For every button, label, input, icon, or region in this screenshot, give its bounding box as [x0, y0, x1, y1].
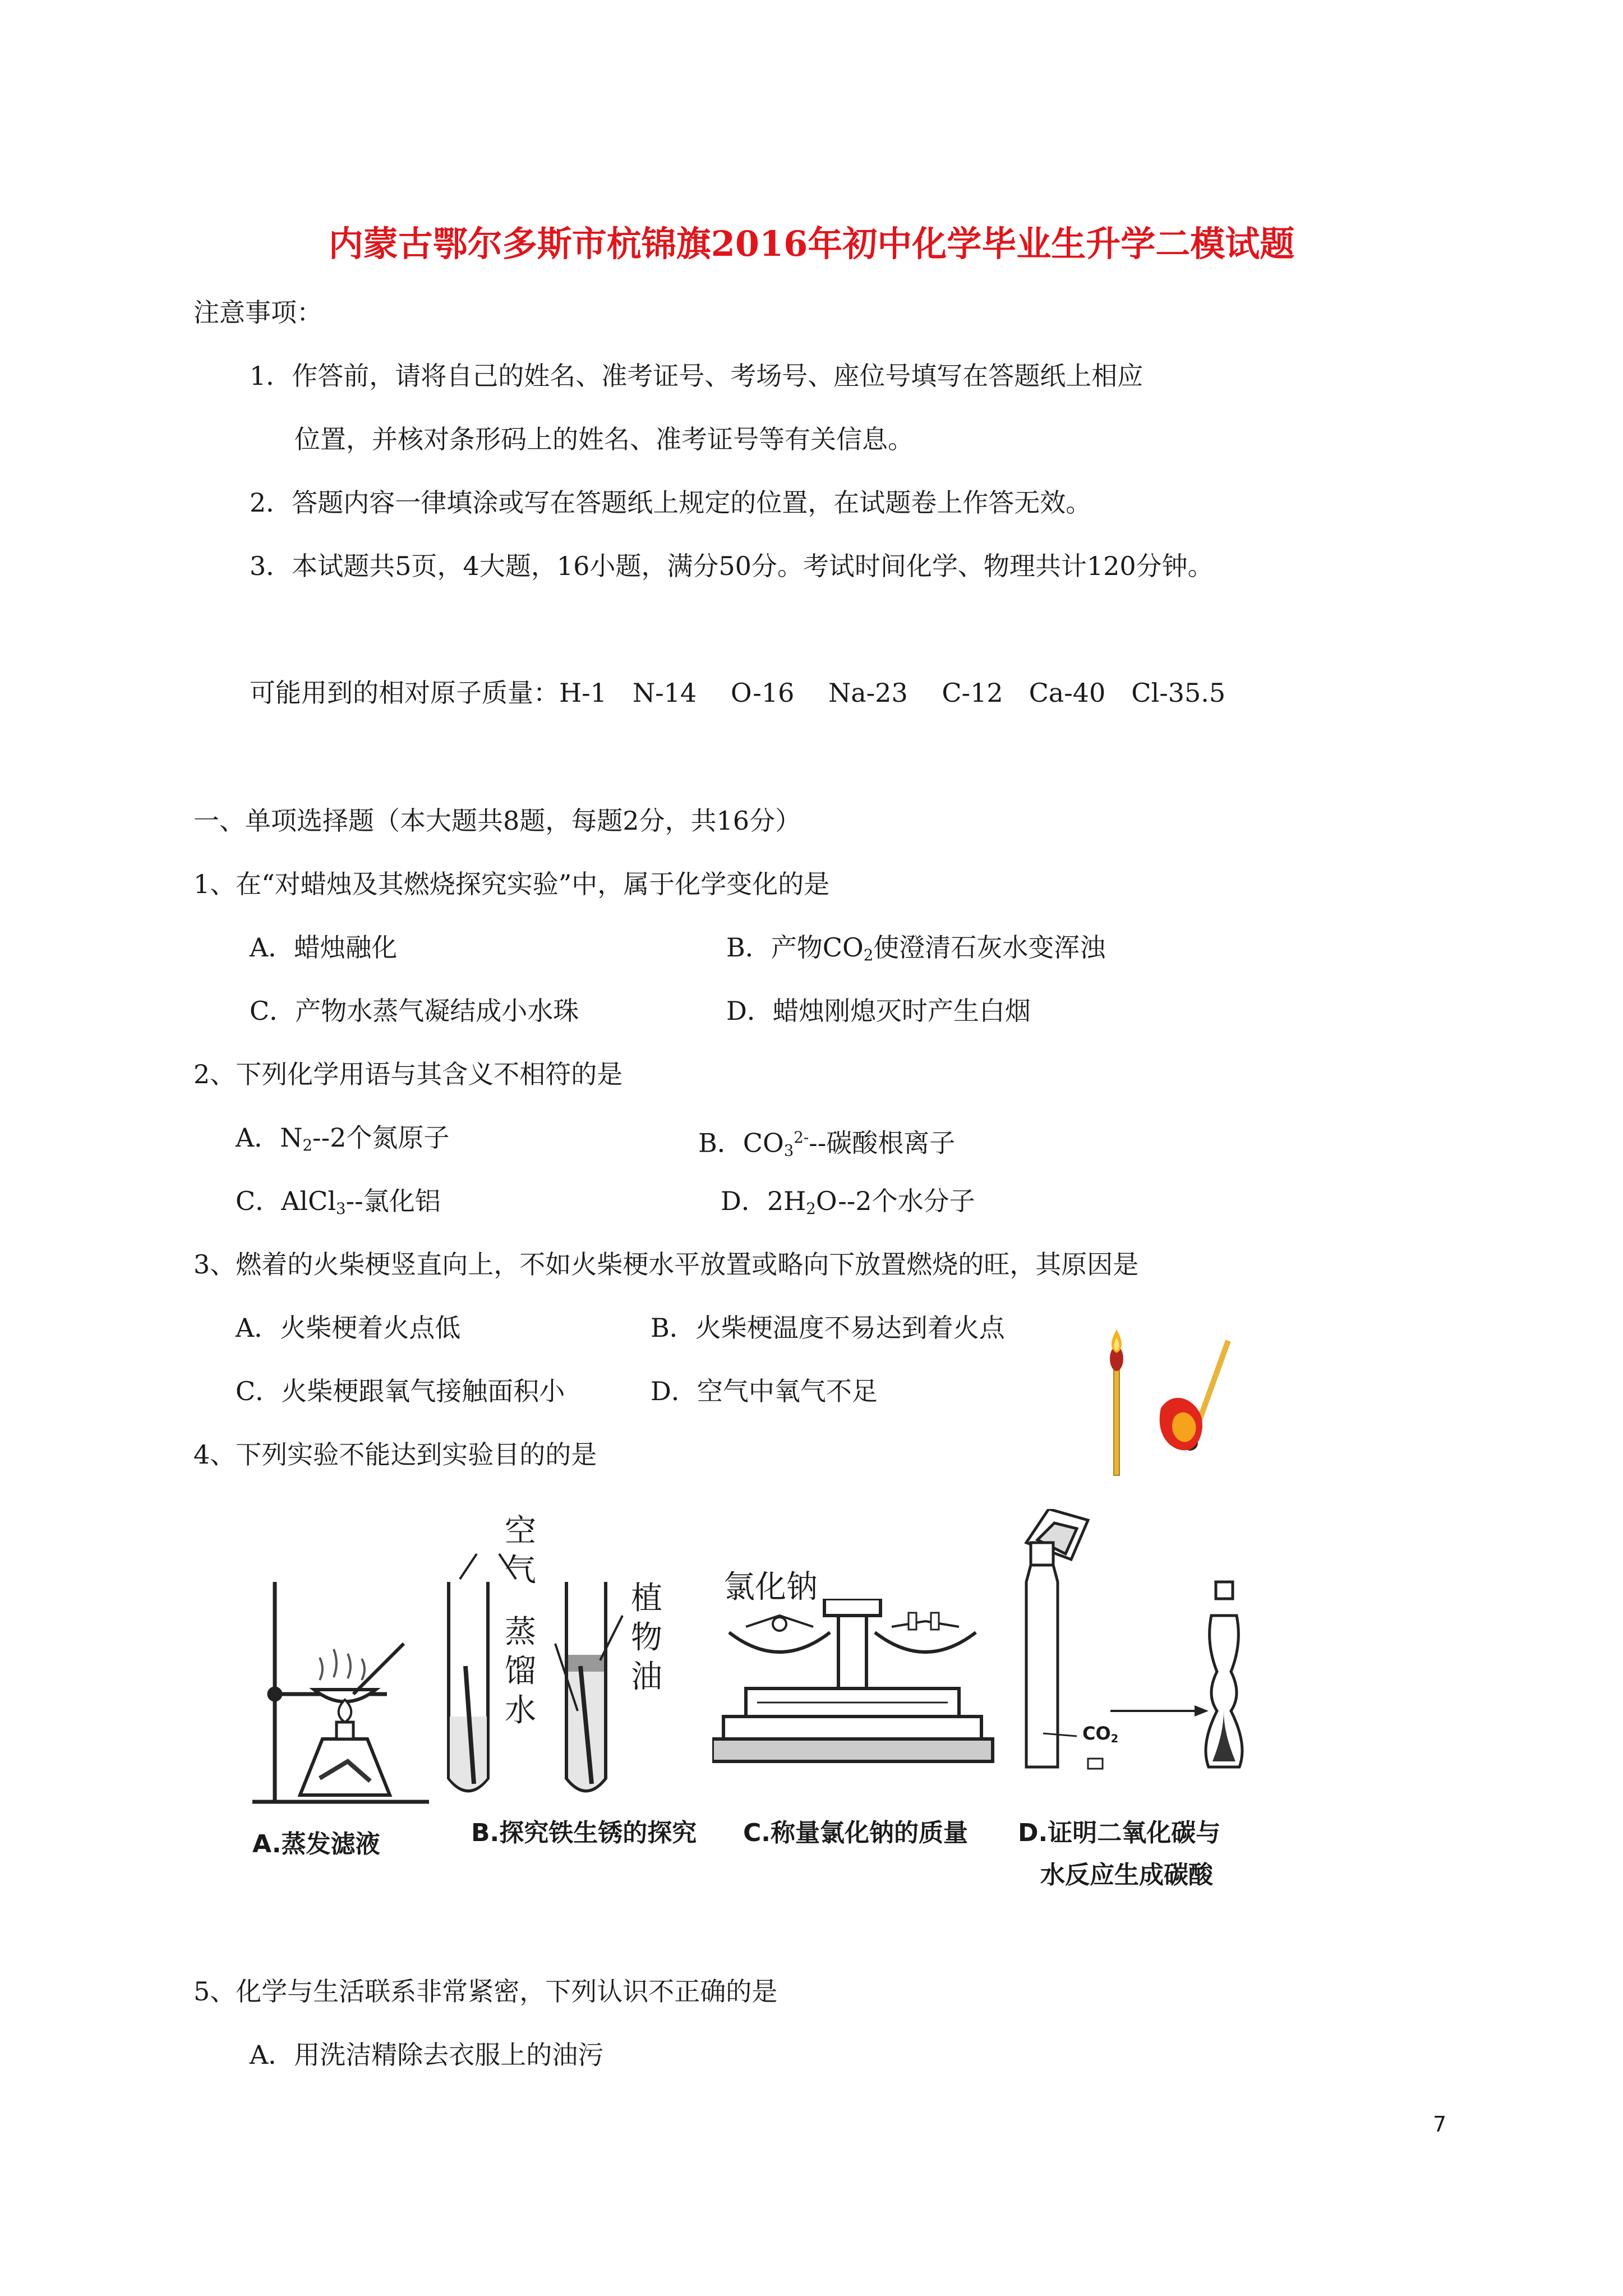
caption-d-line1: D.证明二氧化碳与: [1018, 1819, 1221, 1847]
evaporating-dish-icon: [314, 1649, 376, 1702]
question-2-stem: 2、下列化学用语与其含义不相符的是: [193, 1059, 623, 1089]
exam-title: 内蒙古鄂尔多斯市杭锦旗2016年初中化学毕业生升学二模试题: [328, 223, 1295, 264]
q3-option-d: D．空气中氧气不足: [651, 1376, 878, 1406]
burning-matches-figure: [1094, 1324, 1239, 1481]
label-oil-1: 植: [631, 1580, 662, 1617]
question-3-stem: 3、燃着的火柴梗竖直向上，不如火柴梗水平放置或略向下放置燃烧的旺，其原因是: [193, 1249, 1139, 1280]
q5-option-a: A．用洗洁精除去衣服上的油污: [250, 2040, 604, 2070]
caption-a: A.蒸发滤液: [252, 1830, 380, 1858]
q1-option-a: A．蜡烛融化: [250, 932, 398, 963]
note-item-3: 3．本试题共5页，4大题，16小题，满分50分。考试时间化学、物理共计120分钟。: [250, 551, 1214, 581]
q2-option-b: B．$CO_3^{2-}--$碳酸根离子: [698, 1128, 956, 1160]
label-nacl: 氯化钠: [723, 1569, 818, 1605]
arrow-icon: [1110, 1705, 1209, 1717]
caption-d-line2: 水反应生成碳酸: [1040, 1861, 1213, 1889]
q1-option-b: B．产物$CO_2$使澄清石灰水变浑浊: [726, 932, 1106, 964]
label-co2: $CO_2$: [1082, 1723, 1119, 1745]
caption-c: C.称量氯化钠的质量: [743, 1819, 969, 1847]
caption-b: B.探究铁生锈的探究: [471, 1819, 697, 1847]
glass-rod-icon: [353, 1644, 404, 1694]
squeezed-bottle-icon: [1206, 1582, 1242, 1767]
question-4-stem: 4、下列实验不能达到实验目的的是: [193, 1439, 597, 1470]
q1-option-d: D．蜡烛刚熄灭时产生白烟: [726, 996, 1031, 1026]
q3-option-a: A．火柴梗着火点低: [236, 1313, 461, 1343]
alcohol-lamp-icon: [300, 1700, 390, 1795]
label-water-2: 馏: [505, 1653, 536, 1690]
tilted-match-icon: [1160, 1341, 1228, 1451]
section-1-heading: 一、单项选择题（本大题共8题，每题2分，共16分）: [193, 806, 801, 836]
label-air-2: 气: [505, 1552, 536, 1589]
page-number: 7: [1433, 2112, 1447, 2137]
test-tube-air-icon: [449, 1582, 488, 1791]
label-water-3: 水: [505, 1692, 536, 1729]
note-item-1-cont: 位置，并核对条形码上的姓名、准考证号等有关信息。: [294, 424, 914, 454]
apparatus-c-balance: [712, 1599, 1026, 1778]
vertical-match-icon: [1110, 1329, 1123, 1475]
balance-icon: [712, 1599, 993, 1761]
q2-option-a: A．$N_2--2$个氮原子: [236, 1122, 450, 1154]
q1-option-c: C．产物水蒸气凝结成小水珠: [250, 996, 579, 1026]
label-air-1: 空: [505, 1513, 536, 1549]
q3-option-b: B．火柴梗温度不易达到着火点: [651, 1313, 1005, 1343]
notes-heading: 注意事项：: [193, 297, 322, 328]
q3-option-c: C．火柴梗跟氧气接触面积小: [236, 1376, 565, 1406]
apparatus-d-bottles: [1015, 1509, 1267, 1773]
atomic-masses: 可能用到的相对原子质量：H-1 N-14 O-16 Na-23 C-12 Ca-40 Cl-35.5: [250, 678, 1226, 708]
q2-option-c: C．AlCl$_3$--氯化铝: [236, 1186, 441, 1218]
test-tube-oil-icon: [566, 1582, 606, 1791]
question-1-stem: 1、在“对蜡烛及其燃烧探究实验”中，属于化学变化的是: [193, 869, 830, 899]
note-item-2: 2．答题内容一律填涂或写在答题纸上规定的位置，在试题卷上作答无效。: [250, 487, 1092, 518]
note-item-1: 1．作答前，请将自己的姓名、准考证号、考场号、座位号填写在答题纸上相应: [250, 361, 1144, 391]
label-oil-3: 油: [631, 1659, 662, 1695]
label-oil-2: 物: [631, 1619, 662, 1656]
q2-option-d: D．$2H_2O--2$个水分子: [721, 1186, 975, 1218]
label-water-1: 蒸: [505, 1614, 536, 1650]
apparatus-a-evaporation: [236, 1559, 437, 1818]
question-5-stem: 5、化学与生活联系非常紧密，下列认识不正确的是: [193, 1976, 778, 2007]
